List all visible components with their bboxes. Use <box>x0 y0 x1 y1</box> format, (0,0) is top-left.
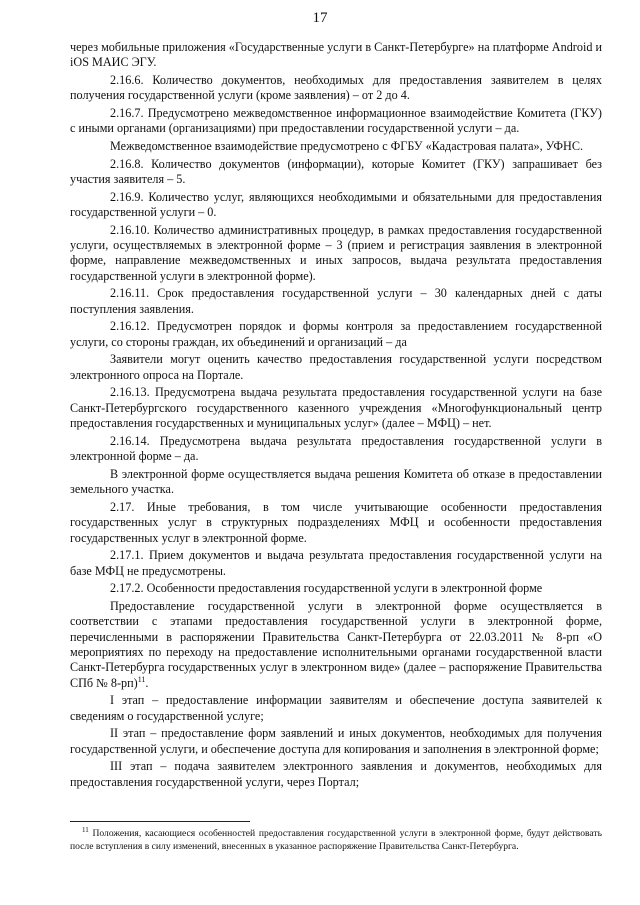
paragraph <box>70 157 602 188</box>
paragraph-text: Межведомственное взаимодействие предусмотрено с ФГБУ «Кадастровая палата», УФНС. <box>110 139 583 153</box>
paragraph <box>70 385 602 431</box>
paragraph-tail: . <box>145 675 149 690</box>
paragraph-text: 2.16.8. Количество документов (информации), которые Комитет (ГКУ) запрашивает без участия заявителя – 5. <box>70 156 602 186</box>
paragraph <box>70 106 602 137</box>
paragraph-text: через мобильные приложения «Государственные услуги в Санкт-Петербурге» на платформе Android и iOS МАИС ЭГУ. <box>70 40 602 70</box>
footnote-reference[interactable]: 11 <box>137 674 146 684</box>
paragraph <box>70 190 602 221</box>
paragraph-text: 2.16.6. Количество документов, необходимых для предоставления заявителем в целях получения государственной услуги (кроме заявления) – от 2 до 4. <box>70 73 602 103</box>
paragraph-text: Заявители могут оценить качество предоставления государственной услуги посредством электронного опроса на Портале. <box>70 352 602 382</box>
paragraph <box>70 139 602 154</box>
paragraph-text: II этап – предоставление форм заявлений и иных документов, необходимых для получения государственной услуги, и обеспечение доступа для копирования и заполнения в электронной форме; <box>70 726 602 756</box>
paragraph-text: 2.17.2. Особенности предоставления государственной услуги в электронной форме <box>110 581 543 596</box>
paragraph <box>70 759 602 790</box>
paragraph-text: III этап – подача заявителем электронного заявления и документов, необходимых для предоставления государственной услуги, через Портал; <box>70 759 602 789</box>
paragraph <box>70 73 602 104</box>
paragraph-text: 2.17.1. Прием документов и выдача результата предоставления государственной услуги на базе МФЦ не предусмотрены. <box>70 548 602 578</box>
paragraph <box>70 500 602 546</box>
paragraph <box>70 548 602 579</box>
page-number: 17 <box>312 10 328 26</box>
paragraph <box>70 286 602 317</box>
paragraph-text: В электронной форме осуществляется выдача решения Комитета об отказе в предоставлении земельного участка. <box>70 466 602 497</box>
paragraph-text: 2.16.12. Предусмотрен порядок и формы контроля за предоставлением государственной услуги, со стороны граждан, их объединений и организаций – да <box>70 319 602 349</box>
footnote-text: Положения, касающиеся особенностей предоставления государственной услуги в электронной форме, будут действовать после вступления в силу изменений, внесенных в указанное распоряжение Правительства Санкт-Петербурга. <box>70 828 602 852</box>
paragraph-text: 2.16.14. Предусмотрена выдача результата предоставления государственной услуги в электронной форме – да. <box>70 433 602 464</box>
paragraph <box>70 352 602 383</box>
paragraph <box>70 434 602 465</box>
paragraph-text: Предоставление государственной услуги в электронной форме осуществляется в соответствии с этапами предоставления государственной услуги в электронной форме, перечисленными в распоряжении Правительства Санкт-Петербурга от 22.03.2011 № 8-рп «О мероприятиях по переходу на предоставление исполнительными органами государственной власти Санкт-Петербурга государственных услуг в электронном виде» (далее – распоряжение Правительства СПб № 8-рп) <box>70 598 602 690</box>
footnote-marker: 11 <box>82 825 89 834</box>
document-body <box>70 40 602 792</box>
footnote-separator <box>70 821 250 822</box>
paragraph-text: 2.16.13. Предусмотрена выдача результата предоставления государственной услуги на базе Санкт-Петербургского государственного казенного учреждения «Многофункциональный центр предоставления государственных и муниципальных услуг» (далее – МФЦ) – нет. <box>70 385 602 431</box>
paragraph-text: 2.16.11. Срок предоставления государственной услуги – 30 календарных дней с даты поступления заявления. <box>70 286 602 316</box>
paragraph <box>70 693 602 724</box>
footnote <box>70 827 602 853</box>
paragraph <box>70 726 602 757</box>
paragraph <box>70 319 602 350</box>
paragraph-text: 2.16.10. Количество административных процедур, в рамках предоставления государственной услуги, осуществляемых в электронной форме – 3 (прием и регистрация заявления в электронной форме, направление межведомственных и иных запросов, выдача результата предоставления государственной услуги в электронной форме). <box>70 222 602 283</box>
paragraph-text: 2.16.7. Предусмотрено межведомственное информационное взаимодействие Комитета (ГКУ) с иными органами (организациями) при предоставлении государственной услуги – да. <box>70 106 602 136</box>
paragraph <box>70 467 602 498</box>
paragraph-text: 2.17. Иные требования, в том числе учитывающие особенности предоставления государственных услуг в структурных подразделениях МФЦ и особенности предоставления государственных услуг в электронной форме. <box>70 499 602 545</box>
paragraph <box>70 599 602 691</box>
paragraph-text: I этап – предоставление информации заявителям и обеспечение доступа заявителей к сведениям о государственной услуге; <box>70 693 602 723</box>
paragraph <box>70 581 602 596</box>
paragraph <box>70 223 602 285</box>
paragraph-text: 2.16.9. Количество услуг, являющихся необходимыми и обязательными для предоставления государственной услуги – 0. <box>70 189 602 219</box>
paragraph <box>70 40 602 71</box>
